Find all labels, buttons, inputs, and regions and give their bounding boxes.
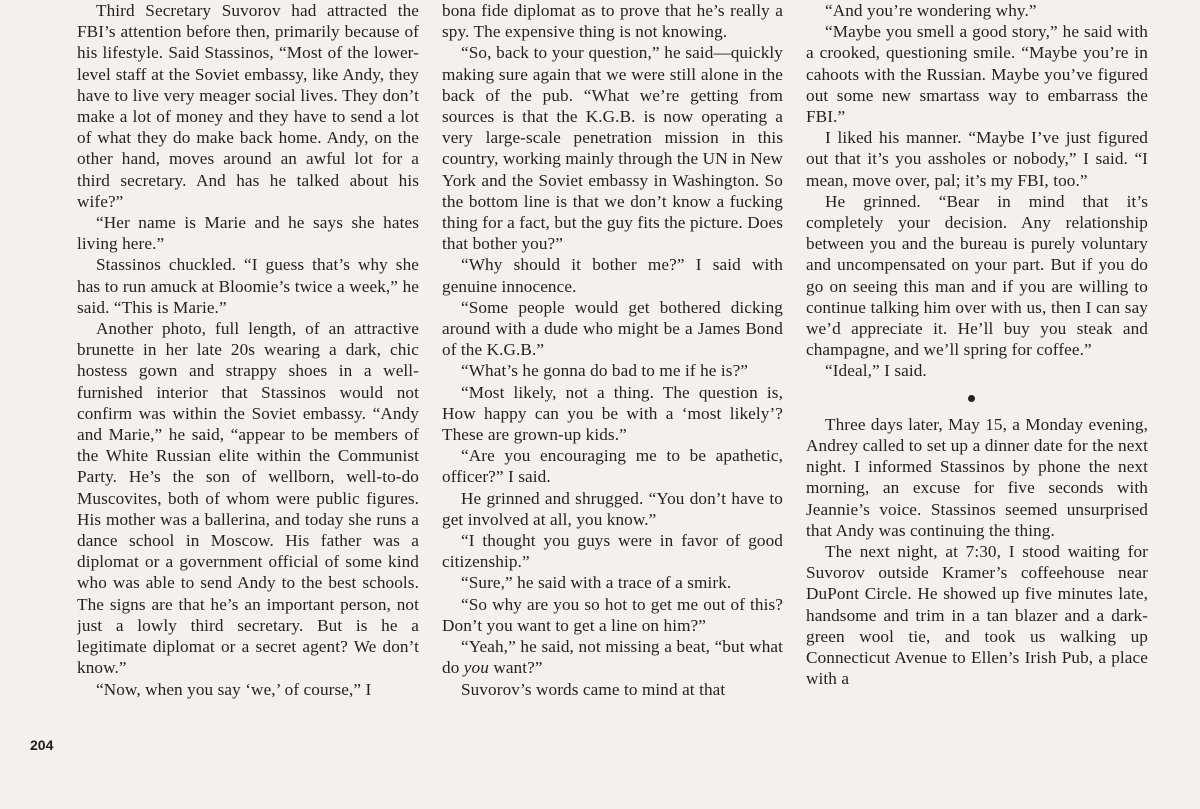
section-break-bullet bbox=[806, 382, 1148, 414]
paragraph: Three days later, May 15, a Monday evening, Andrey called to set up a dinner date for the next night. I informed Stassinos by phone the next morning, an excuse for five seconds with Jeannie’s voice. Stassinos seemed unsurprised that Andy was continuing the thing. bbox=[806, 414, 1148, 540]
paragraph: He grinned. “Bear in mind that it’s completely your decision. Any relationship between you and the bureau is purely voluntary and uncompensated on your part. But if you do go on seeing this man and if you are willing to continue talking him over with us, then I can say we’d appreciate it. He’ll buy you steak and champagne, and we’ll spring for coffee.” bbox=[806, 191, 1148, 360]
paragraph: “I thought you guys were in favor of good citizenship.” bbox=[442, 531, 783, 572]
paragraph: Another photo, full length, of an attractive brunette in her late 20s wearing a dark, chic hostess gown and strappy shoes in a well-furnished interior that Stassinos would not confirm was within the Soviet embassy. “Andy and Marie,” he said, “appear to be members of the White Russian elite within the Communist Party. He’s the son of wellborn, well-to-do Muscovites, both of whom were public figures. His mother was a ballerina, and today she runs a dance school in Moscow. His father was a diplomat or a government official of some kind who was able to send Andy to the best schools. The signs are that he’s an important person, not just a lowly third secretary. But is he a legitimate diplomat or a secret agent? We don’t know.” bbox=[77, 319, 419, 678]
paragraph: “Maybe you smell a good story,” he said with a crooked, questioning smile. “Maybe you’re in cahoots with the Russian. Maybe you’ve figured out some new smartass way to embarrass the FBI.” bbox=[806, 22, 1148, 127]
article-column-2 bbox=[442, 0, 783, 760]
paragraph: He grinned and shrugged. “You don’t have to get involved at all, you know.” bbox=[442, 488, 783, 529]
paragraph: “Most likely, not a thing. The question is, How happy can you be with a ‘most likely’? These are grown-up kids.” bbox=[442, 382, 783, 445]
paragraph: “Why should it bother me?” I said with genuine innocence. bbox=[442, 255, 783, 296]
italic-word: you bbox=[463, 658, 489, 678]
paragraph-with-italic: “Yeah,” he said, not missing a beat, “but what do you want?” bbox=[442, 637, 783, 678]
article-column-1 bbox=[77, 0, 419, 760]
paragraph: “Sure,” he said with a trace of a smirk. bbox=[461, 573, 732, 593]
paragraph: bona fide diplomat as to prove that he’s really a spy. The expensive thing is not knowing. bbox=[442, 1, 783, 42]
paragraph: Third Secretary Suvorov had attracted the FBI’s attention before then, primarily because of his lifestyle. Said Stassinos, “Most of the lower-level staff at the Soviet embassy, like Andy, they have to live very meager social lives. They don’t make a lot of money and they have to send a lot of what they do make back home. Andy, on the other hand, moves around an awful lot for a third secretary. And has he talked about his wife?” bbox=[77, 1, 419, 211]
paragraph: “Ideal,” I said. bbox=[825, 361, 927, 381]
paragraph: “Are you encouraging me to be apathetic, officer?” I said. bbox=[442, 446, 783, 487]
paragraph: “And you’re wondering why.” bbox=[825, 1, 1037, 20]
paragraph: Stassinos chuckled. “I guess that’s why she has to run amuck at Bloomie’s twice a week,” he said. “This is Marie.” bbox=[77, 255, 419, 317]
article-column-3 bbox=[806, 0, 1148, 760]
paragraph: Suvorov’s words came to mind at that bbox=[461, 679, 726, 699]
bullet-dot-icon bbox=[968, 395, 975, 402]
paragraph: “Her name is Marie and he says she hates living here.” bbox=[77, 213, 419, 254]
paragraph: I liked his manner. “Maybe I’ve just figured out that it’s you assholes or nobody,” I said. “I mean, move over, pal; it’s my FBI, too.” bbox=[806, 128, 1148, 190]
paragraph: “Now, when you say ‘we,’ of course,” I bbox=[96, 679, 372, 699]
paragraph: “Some people would get bothered dicking around with a dude who might be a James Bond of the K.G.B.” bbox=[442, 297, 783, 360]
paragraph: “So, back to your question,” he said—quickly making sure again that we were still alone in the back of the pub. “What we’re getting from sources is that the K.G.B. is now operating a very large-scale penetration mission in this country, working mainly through the UN in New York and the Soviet embassy in Washington. So the bottom line is that we don’t know a fucking thing for a fact, but the guy fits the picture. Does that bother you?” bbox=[442, 43, 783, 254]
paragraph: “So why are you so hot to get me out of this? Don’t you want to get a line on him?” bbox=[442, 594, 783, 635]
paragraph: “What’s he gonna do bad to me if he is?” bbox=[461, 361, 749, 381]
page-number: 204 bbox=[30, 737, 54, 753]
paragraph: The next night, at 7:30, I stood waiting for Suvorov outside Kramer’s coffeehouse near DuPont Circle. He showed up five minutes late, handsome and trim in a tan blazer and a dark-green wool tie, and took us walking up Connecticut Avenue to Ellen’s Irish Pub, a place with a bbox=[806, 542, 1148, 689]
